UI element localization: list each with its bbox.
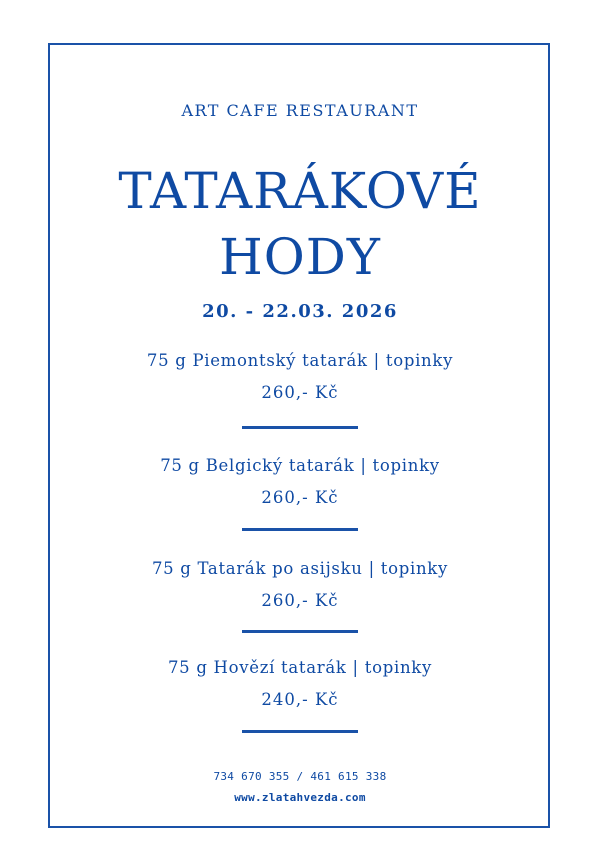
menu-item-name: 75 g Hovězí tatarák | topinky	[167, 658, 433, 677]
divider	[242, 630, 358, 633]
divider	[242, 528, 358, 531]
contact-phones: 734 670 355 / 461 615 338	[213, 770, 387, 783]
divider	[242, 426, 358, 429]
menu-item-price: 240,- Kč	[261, 690, 339, 709]
page-border	[48, 43, 550, 828]
menu-item-name: 75 g Piemontský tatarák | topinky	[146, 351, 454, 370]
menu-item-name: 75 g Tatarák po asijsku | topinky	[151, 559, 449, 578]
restaurant-name: ART CAFE RESTAURANT	[181, 101, 419, 120]
menu-item-price: 260,- Kč	[261, 383, 339, 402]
event-dates: 20. - 22.03. 2026	[202, 301, 398, 322]
event-title-line-1: TATARÁKOVÉ	[118, 162, 482, 220]
menu-item-piemontsky	[0, 351, 600, 403]
menu-item-price: 260,- Kč	[261, 488, 339, 507]
menu-item-hovezi	[0, 658, 600, 710]
menu-item-belgicky	[0, 456, 600, 508]
menu-item-price: 260,- Kč	[261, 591, 339, 610]
contact-website: www.zlatahvezda.com	[234, 791, 366, 804]
divider	[242, 730, 358, 733]
event-title-line-2: HODY	[219, 228, 381, 286]
menu-item-name: 75 g Belgický tatarák | topinky	[160, 456, 440, 475]
menu-item-asijsky	[0, 559, 600, 611]
